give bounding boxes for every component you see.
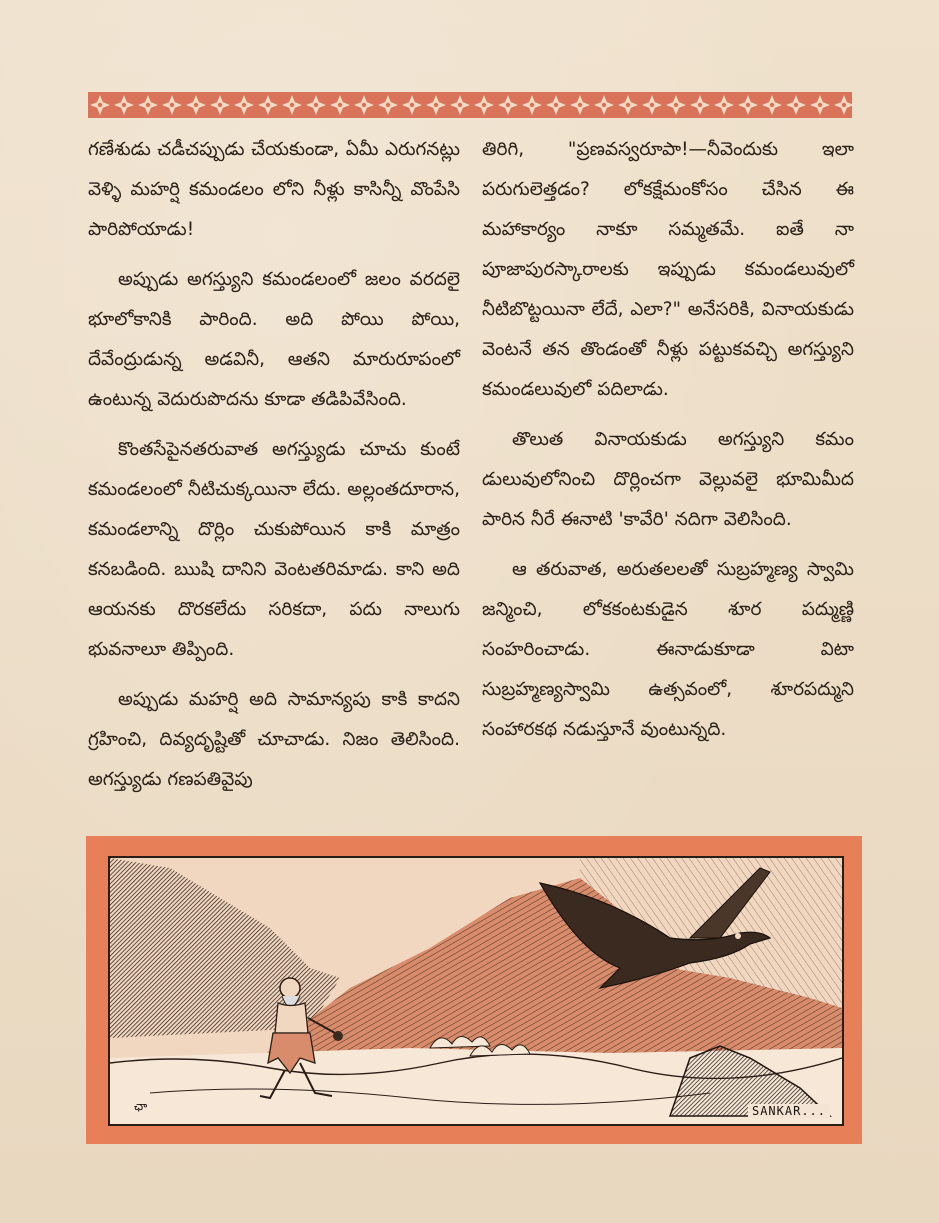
border-star bbox=[282, 95, 302, 115]
border-star bbox=[426, 95, 446, 115]
artist-signature: SANKAR... bbox=[748, 1104, 830, 1118]
border-star bbox=[450, 95, 470, 115]
illustration bbox=[108, 856, 844, 1126]
artist-mark: ఛా bbox=[134, 1099, 148, 1113]
decorative-border bbox=[88, 92, 852, 118]
border-pattern bbox=[88, 92, 852, 118]
left-text-column bbox=[88, 130, 460, 810]
border-star bbox=[834, 95, 852, 115]
paragraph: ఆ తరువాత, అరుతలలతో సుబ్రహ్మణ్య స్వామి జన్మించి, లోకకంటకుడైన శూర పద్ముణ్ణి సంహరించాడు. ఈనాడుకూడా విటా సుబ్రహ్మణ్యస్వామి ఉత్సవంలో, శూరపద్ముని సంహారకథ నడుస్తూనే వుంటున్నది. bbox=[482, 559, 854, 740]
border-star bbox=[114, 95, 134, 115]
border-star bbox=[402, 95, 422, 115]
border-star bbox=[474, 95, 494, 115]
paragraph: గణేశుడు చడీచప్పుడు చేయకుండా, ఏమీ ఎరుగనట్లు వెళ్ళి మహర్షి కమండలం లోని నీళ్లు కాసిన్నీ వొంపేసి పారిపోయాడు! bbox=[88, 139, 460, 240]
paragraph: తిరిగి, "ప్రణవస్వరూపా!—నీవెందుకు ఇలా పరుగులెత్తడం? లోకక్షేమంకోసం చేసిన ఈ మహాకార్యం నాకూ సమ్మతమే. ఐతే నా పూజాపురస్కారాలకు ఇప్పుడు కమండలువులో నీటిబొట్టయినా లేదే, ఎలా?" అనేసరికి, వినాయకుడు వెంటనే తన తొండంతో నీళ్లు పట్టుకవచ్చి అగస్త్యుని కమండలువులో పదిలాడు. bbox=[482, 139, 854, 400]
border-star bbox=[330, 95, 350, 115]
border-star bbox=[354, 95, 374, 115]
shrub bbox=[470, 1044, 530, 1056]
border-star bbox=[234, 95, 254, 115]
border-star bbox=[738, 95, 758, 115]
border-star bbox=[618, 95, 638, 115]
border-star bbox=[666, 95, 686, 115]
paragraph: తొలుత వినాయకుడు అగస్త్యుని కమం డులువులోనించి దొర్లించగా వెల్లువలై భూమిమీద పారిన నీరే ఈనాటి 'కావేరి' నదిగా వెలిసింది. bbox=[482, 429, 854, 530]
border-star bbox=[138, 95, 158, 115]
border-star bbox=[714, 95, 734, 115]
border-star bbox=[690, 95, 710, 115]
border-star bbox=[498, 95, 518, 115]
sage-chasing-crow-illustration bbox=[110, 858, 842, 1124]
paragraph: అప్పుడు అగస్త్యుని కమండలంలో జలం వరదలై భూలోకానికి పారింది. అది పోయి పోయి, దేవేంద్రుడున్న అడవినీ, ఆతని మారురూపంలో ఉంటున్న వెదురుపొదను కూడా తడిపివేసింది. bbox=[88, 269, 460, 410]
border-star bbox=[570, 95, 590, 115]
right-text-column bbox=[482, 130, 854, 760]
border-star bbox=[306, 95, 326, 115]
border-star bbox=[786, 95, 806, 115]
paragraph: అప్పుడు మహర్షి అది సామాన్యపు కాకి కాదని గ్రహించి, దివ్యదృష్టితో చూచాడు. నిజం తెలిసింది. అగస్త్యుడు గణపతివైపు bbox=[88, 689, 460, 790]
border-star bbox=[594, 95, 614, 115]
border-star bbox=[162, 95, 182, 115]
border-star bbox=[210, 95, 230, 115]
border-star bbox=[642, 95, 662, 115]
border-star bbox=[186, 95, 206, 115]
border-star bbox=[810, 95, 830, 115]
paragraph: కొంతసేపైనతరువాత అగస్త్యుడు చూచు కుంటే కమండలంలో నీటిచుక్కయినా లేదు. అల్లంతదూరాన, కమండలాన్ని దొర్లిం చుకుపోయిన కాకి మాత్రం కనబడింది. ఋషి దానిని వెంటతరిమాడు. కాని అది ఆయనకు దొరకలేదు సరికదా, పదు నాలుగు భువనాలూ తిప్పింది. bbox=[88, 439, 460, 660]
border-star bbox=[522, 95, 542, 115]
border-star bbox=[378, 95, 398, 115]
border-star bbox=[258, 95, 278, 115]
border-star bbox=[90, 95, 110, 115]
border-star bbox=[546, 95, 566, 115]
border-star bbox=[762, 95, 782, 115]
illustration-frame bbox=[86, 836, 862, 1144]
